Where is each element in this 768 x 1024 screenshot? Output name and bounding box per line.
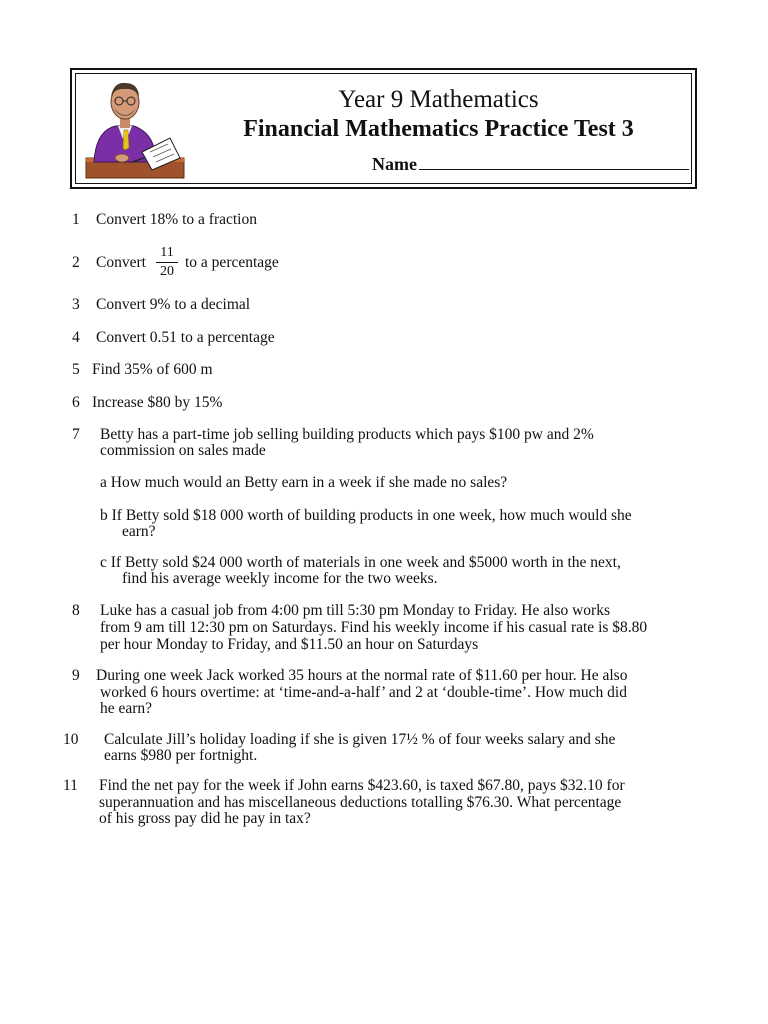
question-number: 3 [72, 296, 80, 313]
question-text: Convert 0.51 to a percentage [96, 329, 275, 346]
question-text: Find 35% of 600 m [92, 361, 213, 378]
question-part-b-cont: earn? [122, 523, 156, 540]
header-box [70, 68, 697, 189]
question-text-line: Betty has a part-time job selling building products which pays $100 pw and 2% [100, 426, 594, 443]
name-blank-line[interactable] [419, 155, 689, 170]
question-text-line: Calculate Jill’s holiday loading if she is given 17½ % of four weeks salary and she [104, 731, 616, 748]
question-text-line: per hour Monday to Friday, and $11.50 an hour on Saturdays [100, 636, 479, 653]
page-subtitle: Financial Mathematics Practice Test 3 [243, 116, 634, 142]
question-text: Convert 18% to a fraction [96, 211, 257, 228]
question-number: 10 [63, 731, 79, 748]
name-label: Name [372, 154, 417, 174]
question-text-line: During one week Jack worked 35 hours at the normal rate of $11.60 per hour. He also [96, 667, 628, 684]
question-text: Convert 9% to a decimal [96, 296, 251, 313]
question-text-prefix: Convert [96, 254, 146, 271]
question-number: 9 [72, 667, 80, 684]
question-number: 2 [72, 254, 80, 271]
question-text-suffix: to a percentage [185, 254, 279, 271]
question-number: 1 [72, 211, 80, 228]
question-text-line: he earn? [100, 700, 153, 717]
question-text-line: from 9 am till 12:30 pm on Saturdays. Find his weekly income if his casual rate is $8.80 [100, 619, 648, 636]
question-number: 11 [63, 777, 78, 794]
question-text-line: superannuation and has miscellaneous deductions totalling $76.30. What percentage [99, 794, 622, 811]
fraction-denominator: 20 [160, 264, 174, 279]
question-number: 5 [72, 361, 80, 378]
fraction-bar [156, 262, 178, 263]
question-part-c-cont: find his average weekly income for the two weeks. [122, 570, 438, 587]
question-part-a: a How much would an Betty earn in a week if she made no sales? [100, 474, 508, 491]
question-number: 4 [72, 329, 80, 346]
question-part-c: c If Betty sold $24 000 worth of materials in one week and $5000 worth in the next, [100, 554, 621, 571]
name-field[interactable] [372, 154, 689, 175]
question-part-b: b If Betty sold $18 000 worth of building products in one week, how much would she [100, 507, 632, 524]
question-text: Increase $80 by 15% [92, 394, 223, 411]
fraction [156, 245, 178, 280]
question-number: 6 [72, 394, 80, 411]
question-number: 8 [72, 602, 80, 619]
header-inner [75, 73, 692, 184]
fraction-numerator: 11 [160, 245, 174, 260]
question-text-line: Find the net pay for the week if John earns $423.60, is taxed $67.80, pays $32.10 for [99, 777, 625, 794]
question-text-line: commission on sales made [100, 442, 266, 459]
page-title: Year 9 Mathematics [338, 86, 539, 113]
question-text-line: earns $980 per fortnight. [104, 747, 258, 764]
question-number: 7 [72, 426, 80, 443]
question-text-line: Luke has a casual job from 4:00 pm till 5:30 pm Monday to Friday. He also works [100, 602, 610, 619]
question-text-line: worked 6 hours overtime: at ‘time-and-a-half’ and 2 at ‘double-time’. How much did [100, 684, 627, 701]
question-text-line: of his gross pay did he pay in tax? [99, 810, 311, 827]
